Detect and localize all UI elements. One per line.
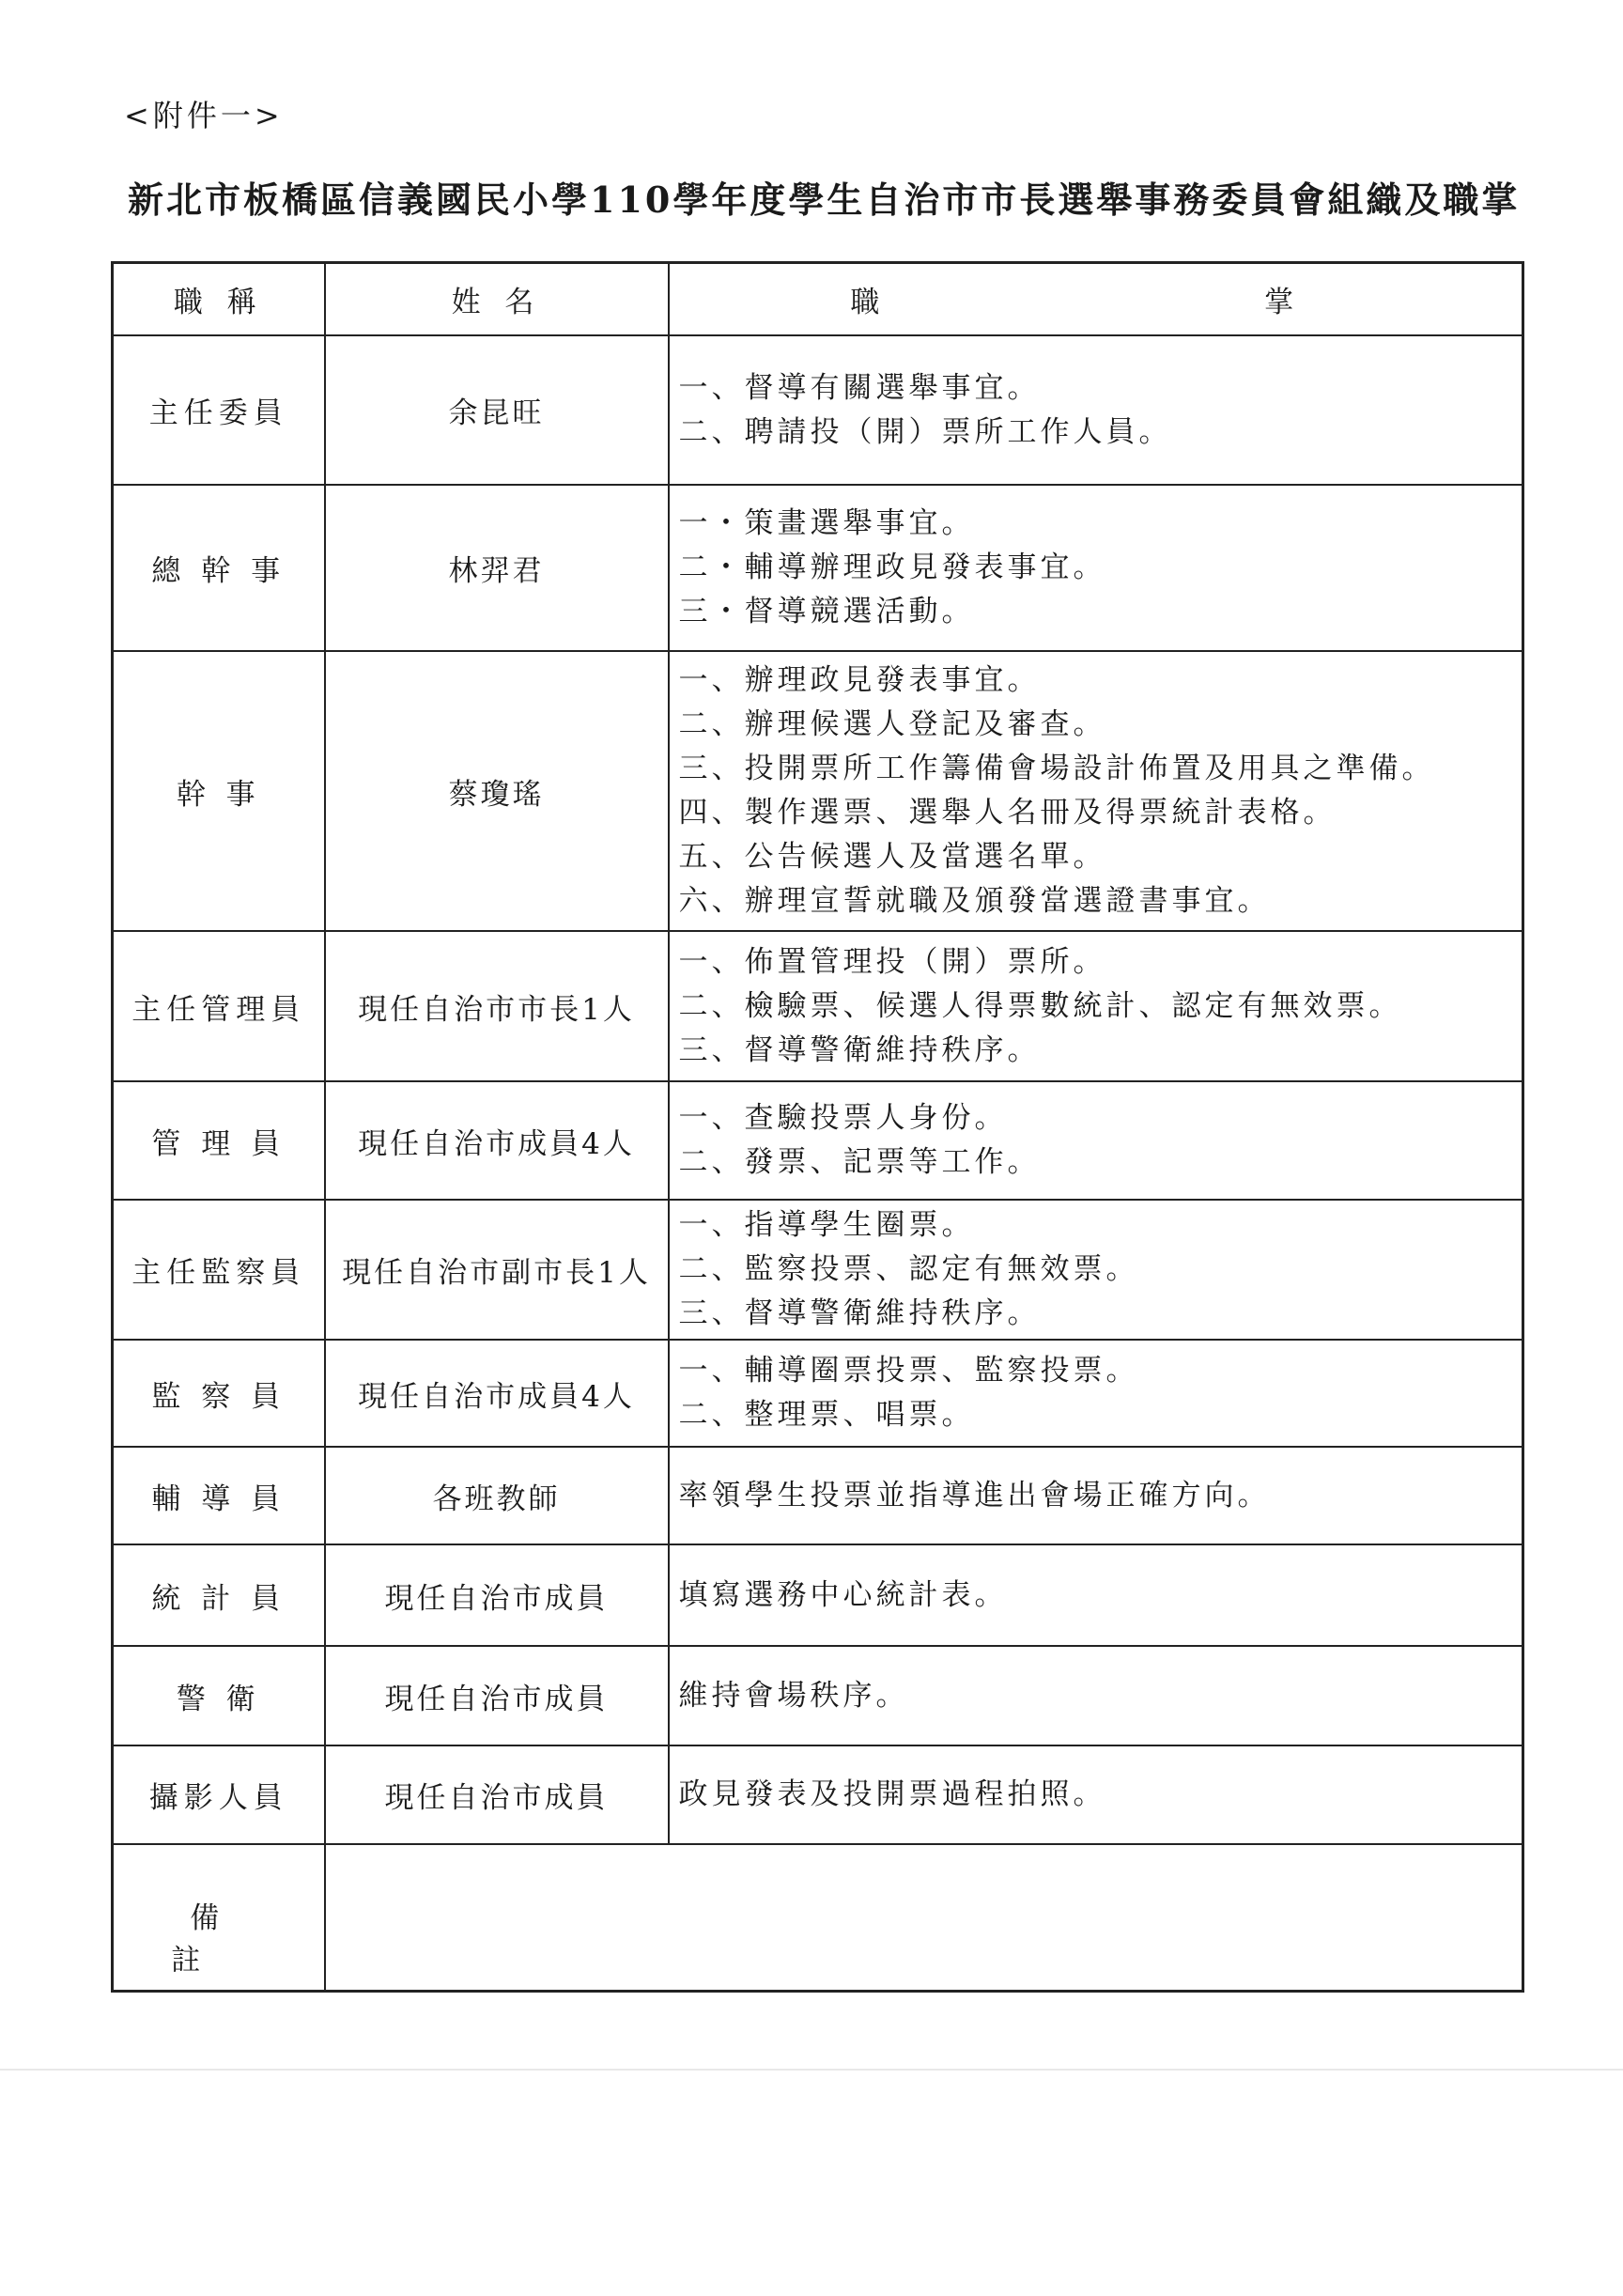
name-cell: 現任自治市成員4人 — [325, 1340, 669, 1447]
table-row — [113, 1200, 1523, 1340]
note-value — [325, 1844, 1523, 1992]
duties-cell — [669, 1745, 1523, 1844]
duties-cell — [669, 1081, 1523, 1200]
duty-line: 政見發表及投開票過程拍照。 — [678, 1776, 1106, 1811]
header-position: 職 稱 — [113, 263, 325, 336]
name-cell: 現任自治市成員 — [325, 1745, 669, 1844]
duties-cell — [669, 931, 1523, 1081]
duty-line: 四、製作選票、選舉人名冊及得票統計表格。 — [678, 796, 1337, 830]
duty-line: 填寫選務中心統計表。 — [678, 1577, 1008, 1612]
position-cell: 警 衛 — [113, 1646, 325, 1745]
table-row — [113, 931, 1523, 1081]
table-row — [113, 1646, 1523, 1745]
position-cell: 主任委員 — [113, 335, 325, 485]
position-cell: 管 理 員 — [113, 1081, 325, 1200]
duties-cell — [669, 1544, 1523, 1646]
duty-line: 五、公告候選人及當選名單。 — [678, 840, 1106, 875]
name-cell: 現任自治市市長1人 — [325, 931, 669, 1081]
table-row — [113, 1340, 1523, 1447]
name-cell: 現任自治市成員 — [325, 1544, 669, 1646]
annex-label: <附件一> — [124, 98, 284, 133]
duty-line: 二、檢驗票、候選人得票數統計、認定有無效票。 — [678, 988, 1402, 1023]
position-cell: 統 計 員 — [113, 1544, 325, 1646]
table-row — [113, 1745, 1523, 1844]
header-duties: 職 掌 — [669, 263, 1523, 336]
duty-line: 二、發票、記票等工作。 — [678, 1145, 1041, 1180]
name-cell: 現任自治市成員 — [325, 1646, 669, 1745]
duty-line: 一、辦理政見發表事宜。 — [678, 663, 1041, 698]
table-row — [113, 1081, 1523, 1200]
name-cell: 余昆旺 — [325, 335, 669, 485]
duty-line: 二、整理票、唱票。 — [678, 1398, 975, 1433]
duty-line: 一、督導有關選舉事宜。 — [678, 370, 1041, 405]
position-cell: 攝影人員 — [113, 1745, 325, 1844]
duty-line: 六、辦理宣誓就職及頒發當選證書事宜。 — [678, 884, 1271, 919]
position-cell: 監 察 員 — [113, 1340, 325, 1447]
duty-line: 三、投開票所工作籌備會場設計佈置及用具之準備。 — [678, 752, 1435, 786]
duty-line: 二、監察投票、認定有無效票。 — [678, 1252, 1139, 1287]
position-cell: 輔 導 員 — [113, 1447, 325, 1544]
duties-cell — [669, 1340, 1523, 1447]
header-name: 姓 名 — [325, 263, 669, 336]
duty-line: 一、查驗投票人身份。 — [678, 1101, 1008, 1136]
name-cell: 蔡瓊瑤 — [325, 651, 669, 931]
name-cell: 林羿君 — [325, 485, 669, 651]
duty-line: 三・督導競選活動。 — [678, 595, 975, 629]
note-label: 備註 — [113, 1844, 325, 1992]
duty-line: 一・策畫選舉事宜。 — [678, 506, 975, 541]
position-cell: 幹 事 — [113, 651, 325, 931]
table-row — [113, 485, 1523, 651]
duties-cell — [669, 1447, 1523, 1544]
position-cell: 主任管理員 — [113, 931, 325, 1081]
duties-cell — [669, 651, 1523, 931]
duty-line: 一、輔導圈票投票、監察投票。 — [678, 1354, 1139, 1388]
table-row — [113, 651, 1523, 931]
duty-line: 三、督導警衛維持秩序。 — [678, 1296, 1041, 1331]
table-row — [113, 1447, 1523, 1544]
table-header-row — [113, 263, 1523, 336]
table-row — [113, 1544, 1523, 1646]
position-cell: 主任監察員 — [113, 1200, 325, 1340]
duty-line: 二、辦理候選人登記及審查。 — [678, 707, 1106, 742]
duties-cell — [669, 1200, 1523, 1340]
duty-line: 二・輔導辦理政見發表事宜。 — [678, 551, 1106, 585]
page-edge — [0, 2069, 1623, 2071]
name-cell: 各班教師 — [325, 1447, 669, 1544]
duty-line: 一、指導學生圈票。 — [678, 1208, 975, 1243]
duty-line: 維持會場秩序。 — [678, 1678, 909, 1713]
name-cell: 現任自治市副市長1人 — [325, 1200, 669, 1340]
name-cell: 現任自治市成員4人 — [325, 1081, 669, 1200]
document-title: 新北市板橋區信義國民小學110學年度學生自治市市長選舉事務委員會組織及職掌 — [128, 178, 1521, 221]
duty-line: 二、聘請投（開）票所工作人員。 — [678, 414, 1172, 449]
note-row — [113, 1844, 1523, 1992]
duty-line: 率領學生投票並指導進出會場正確方向。 — [678, 1478, 1271, 1513]
duties-cell — [669, 1646, 1523, 1745]
duty-line: 一、佈置管理投（開）票所。 — [678, 944, 1106, 979]
duty-line: 三、督導警衛維持秩序。 — [678, 1032, 1041, 1067]
duties-cell — [669, 485, 1523, 651]
duties-table — [111, 261, 1524, 1993]
duties-cell — [669, 335, 1523, 485]
table-row — [113, 335, 1523, 485]
position-cell: 總 幹 事 — [113, 485, 325, 651]
